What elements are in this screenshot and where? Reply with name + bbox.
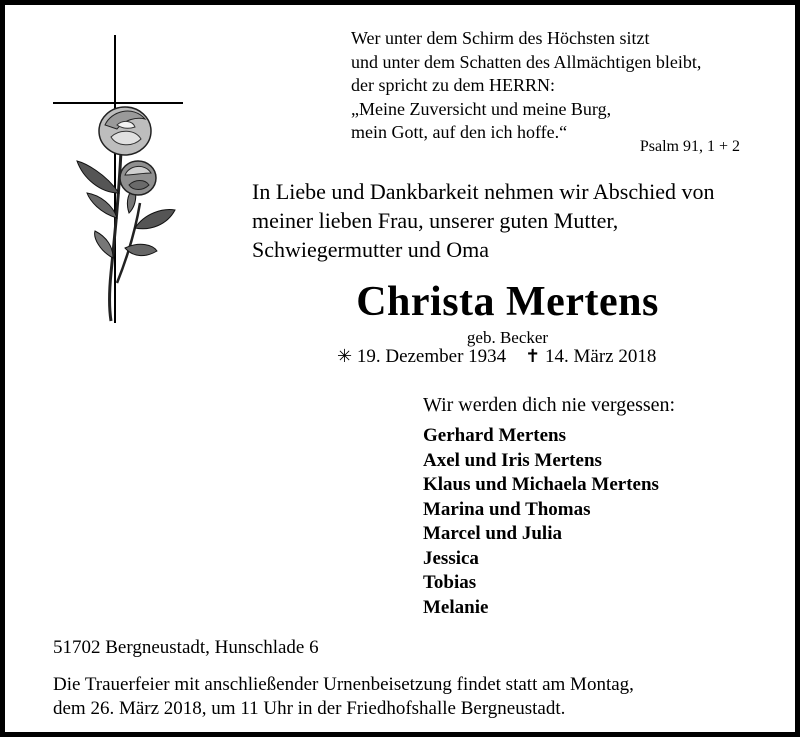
birth-date: 19. Dezember 1934 [356, 346, 507, 367]
mourner-name: Marcel und Julia [423, 523, 562, 544]
death-date: 14. März 2018 [545, 346, 657, 367]
intro-line: In Liebe und Dankbarkeit nehmen wir Abschied von [252, 179, 715, 204]
funeral-line: dem 26. März 2018, um 11 Uhr in der Friedhofshalle Bergneustadt. [53, 698, 566, 719]
mourner-name: Gerhard Mertens [423, 425, 566, 446]
death-cross-icon: ✝ [525, 346, 541, 367]
psalm-text [351, 27, 701, 145]
mourners-list [423, 424, 659, 620]
address: 51702 Bergneustadt, Hunschlade 6 [53, 637, 319, 658]
funeral-info [53, 673, 634, 721]
life-dates [337, 346, 656, 368]
funeral-line: Die Trauerfeier mit anschließender Urnenbeisetzung findet statt am Montag, [53, 674, 634, 695]
psalm-line: der spricht zu dem HERRN: [351, 75, 555, 95]
mourner-name: Jessica [423, 547, 479, 569]
intro-text [252, 177, 714, 264]
mourner-name: Klaus und Michaela Mertens [423, 474, 659, 495]
psalm-line: Wer unter dem Schirm des Höchsten sitzt [351, 28, 650, 48]
psalm-reference: Psalm 91, 1 + 2 [639, 138, 740, 155]
psalm-line: mein Gott, auf den ich hoffe.“ [351, 122, 568, 142]
mourner-name: Tobias [423, 572, 477, 593]
maiden-name: geb. Becker [466, 328, 549, 347]
intro-line: meiner lieben Frau, unserer guten Mutter, [252, 208, 619, 233]
intro-line: Schwiegermutter und Oma [252, 237, 490, 262]
deceased-name: Christa Mertens [356, 279, 659, 325]
mourners-heading: Wir werden dich nie vergessen: [423, 394, 676, 416]
mourner-name: Axel und Iris Mertens [423, 449, 602, 471]
psalm-line: „Meine Zuversicht und meine Burg, [351, 98, 612, 119]
psalm-line: und unter dem Schatten des Allmächtigen bleibt, [351, 51, 702, 72]
birth-star-icon: ✳ [337, 346, 353, 367]
mourner-name: Marina und Thomas [423, 498, 591, 520]
mourner-name: Melanie [423, 596, 489, 618]
